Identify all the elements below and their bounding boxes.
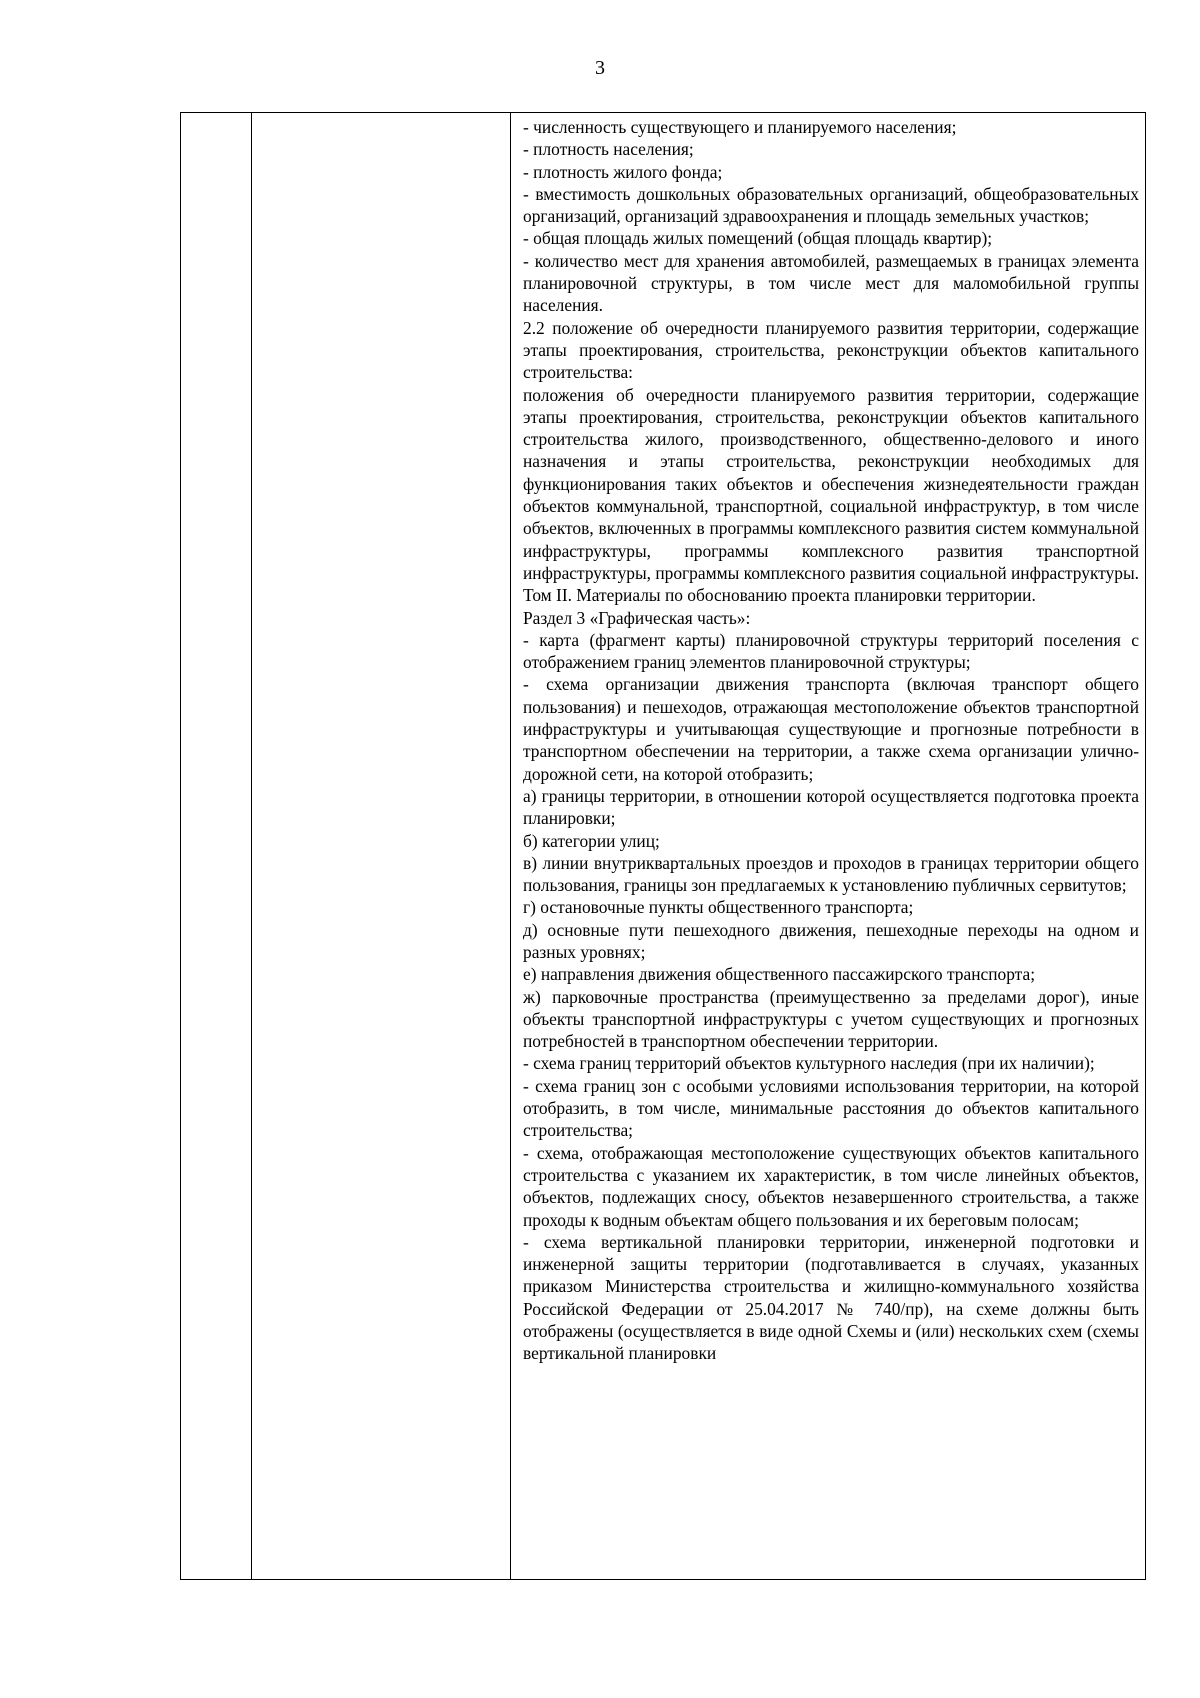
list-item: - схема организации движения транспорта (включая транспорт общего пользования) и пешеходов, отражающая местоположение объектов транспортной инфраструктуры и учитывающая существующие и прогнозные потребности в транспортном обеспечении на территории, а также схема организации улично-дорожной сети, на которой отобразить; — [523, 674, 1139, 784]
list-item: - количество мест для хранения автомобилей, размещаемых в границах элемента планировочной структуры, в том числе мест для маломобильной группы населения. — [523, 250, 1139, 316]
list-item: - схема границ зон с особыми условиями использования территории, на которой отобразить, в том числе, минимальные расстояния до объектов капитального строительства; — [523, 1075, 1139, 1141]
section-heading: 2.2 положение об очередности планируемого развития территории, содержащие этапы проектирования, строительства, реконструкции объектов капитального строительства: — [523, 317, 1139, 383]
list-item: - плотность населения; — [523, 139, 694, 160]
list-item: - схема границ территорий объектов культурного наследия (при их наличии); — [523, 1053, 1095, 1074]
list-item: - общая площадь жилых помещений (общая площадь квартир); — [523, 228, 993, 249]
list-item: г) остановочные пункты общественного транспорта; — [523, 897, 914, 918]
list-item: - схема вертикальной планировки территории, инженерной подготовки и инженерной защиты территории (подготавливается в случаях, указанных приказом Министерства строительства и жилищно-коммунального хозяйства Российской Федерации от 25.04.2017 № 740/пр), на схеме должны быть отображены (осуществляется в виде одной Схемы и (или) нескольких схем (схемы вертикальной планировки — [523, 1231, 1139, 1364]
volume-heading: Том II. Материалы по обоснованию проекта планировки территории. — [523, 585, 1036, 606]
list-item: - численность существующего и планируемого населения; — [523, 117, 957, 137]
list-item: е) направления движения общественного пассажирского транспорта; — [523, 964, 1036, 985]
list-item: в) линии внутриквартальных проездов и проходов в границах территории общего пользования, границы зон предлагаемых к установлению публичных сервитутов; — [523, 852, 1139, 896]
list-item: - вместимость дошкольных образовательных организаций, общеобразовательных организаций, организаций здравоохранения и площадь земельных участков; — [523, 183, 1139, 227]
list-item: - плотность жилого фонда; — [523, 161, 723, 182]
list-item: ж) парковочные пространства (преимущественно за пределами дорог), иные объекты транспортной инфраструктуры с учетом существующих и прогнозных потребностей в транспортном обеспечении территории. — [523, 986, 1139, 1052]
list-item: б) категории улиц; — [523, 830, 660, 851]
section-heading: Раздел 3 «Графическая часть»: — [523, 607, 751, 628]
table-row — [181, 113, 1146, 1580]
list-item: - карта (фрагмент карты) планировочной структуры территорий поселения с отображением границ элементов планировочной структуры; — [523, 629, 1139, 673]
page-number: 3 — [595, 57, 605, 79]
table-cell-item — [252, 113, 511, 1580]
list-item: д) основные пути пешеходного движения, пешеходные переходы на одном и разных уровнях; — [523, 919, 1139, 962]
table-cell-number — [181, 113, 252, 1580]
table-cell-content — [511, 113, 1146, 1580]
content-text — [511, 113, 1145, 1365]
paragraph: положения об очередности планируемого развития территории, содержащие этапы проектирования, строительства, реконструкции объектов капитального строительства жилого, производственного, общественно-делового и иного назначения и этапы строительства, реконструкции необходимых для функционирования таких объектов и обеспечения жизнедеятельности граждан объектов коммунальной, транспортной, социальной инфраструктур, в том числе объектов, включенных в программы комплексного развития систем коммунальной инфраструктуры, программы комплексного развития транспортной инфраструктуры, программы комплексного развития социальной инфраструктуры. — [523, 384, 1139, 583]
list-item: - схема, отображающая местоположение существующих объектов капитального строительства с указанием их характеристик, в том числе линейных объектов, объектов, подлежащих сносу, объектов незавершенного строительства, а также проходы к водным объектам общего пользования и их береговым полосам; — [523, 1142, 1139, 1230]
requirements-table — [180, 112, 1146, 1580]
list-item: а) границы территории, в отношении которой осуществляется подготовка проекта планировки; — [523, 785, 1139, 829]
